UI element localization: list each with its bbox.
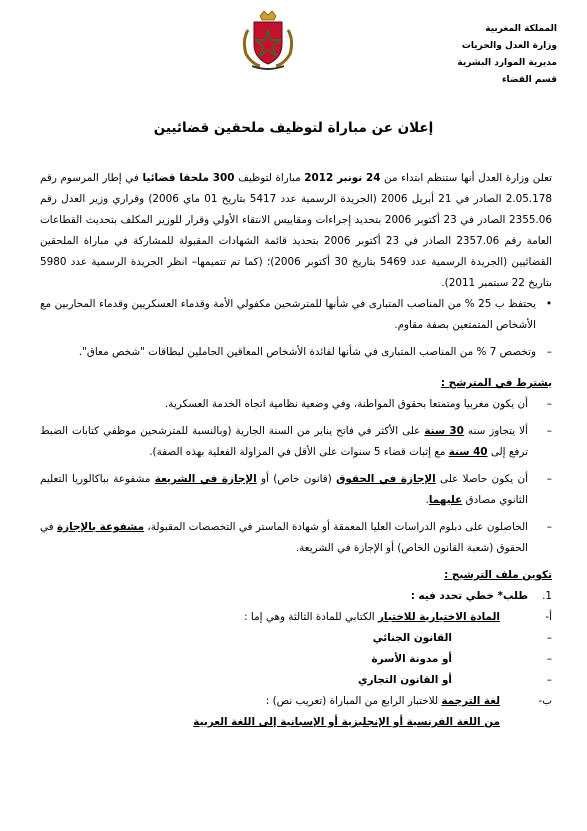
file-item-subject: أ- المادة الاختيارية للاختبار الكتابي للمادة الثالثة وهي إما : xyxy=(40,607,552,628)
file-heading: تكوين ملف الترشيح : xyxy=(444,569,552,581)
document-body xyxy=(40,168,552,733)
intro-count: 300 ملحقا قضائيا xyxy=(142,172,235,184)
quota-item: – وتخصص 7 % من المناصب المتبارى في شأنها لفائدة الأشخاص المعاقين الحاملين لبطاقات "شخص معاق". xyxy=(40,342,552,363)
subject-option: – أو مدونة الأسرة xyxy=(40,649,552,670)
header-line-ministry: وزارة العدل والحريات xyxy=(461,41,557,51)
dash-icon: – xyxy=(546,521,552,533)
royal-emblem-icon xyxy=(238,10,298,72)
letter-marker: أ- xyxy=(545,611,552,623)
dash-icon: – xyxy=(546,632,552,644)
dash-icon: – xyxy=(546,346,552,358)
conditions-heading: يشترط في المترشح : xyxy=(440,377,552,389)
header-line-division: قسم القضاء xyxy=(501,75,557,85)
file-item-request: 1. طلب* خطي تحدد فيه : xyxy=(40,586,552,607)
translation-languages: من اللغة الفرنسية أو الإنجليزية أو الإسبانية إلى اللغة العربية xyxy=(193,716,500,728)
file-item-translation: ب- لغة الترجمة للاختبار الرابع من المباراة (تعريب نص) : xyxy=(40,691,552,712)
bullet-icon: • xyxy=(545,298,552,310)
condition-item: – أن يكون حاصلا على الإجازة في الحقوق (قانون خاص) أو الإجازة في الشريعة مشفوعة بباكالوريا التعليم الثانوي مصادق عليهما. xyxy=(40,469,552,511)
header-line-kingdom: المملكة المغربية xyxy=(485,24,557,34)
condition-item: – الحاصلون على دبلوم الدراسات العليا المعمقة أو شهادة الماستر في التخصصات المقبولة، مشفوعة بالإجازة في الحقوق (شعبة القانون الخاص) أو الإجازة في الشريعة. xyxy=(40,517,552,559)
intro-paragraph: تعلن وزارة العدل أنها ستنظم ابتداء من 24 نونبر 2012 مباراة لتوظيف 300 ملحقا قضائيا في إطار المرسوم رقم 2.05.178 الصادر في 21 أبريل 2006 (الجريدة الرسمية عدد 5417 بتاريخ 01 ماي 2006) وقراري وزير العدل رقم 2355.06 الصادر في 23 أكتوبر 2006 بتحديد إجراءات ومقاييس الانتقاء الأولي وقرار للوزير المكلف بتحديث القطاعات العامة رقم 2357.06 الصادر في 23 أكتوبر 2006 بتحديد قائمة الشهادات المقبولة للمشاركة في مباراة الملحقين القضائيين (الجريدة الرسمية عدد 5469 بتاريخ 30 أكتوبر 2006)؛ (كما تم تتميمها– انظر الجريدة الرسمية عدد 5980 بتاريخ 22 سبتمبر 2011). xyxy=(40,172,553,289)
dash-icon: – xyxy=(546,398,552,410)
subject-option: – أو القانون التجاري xyxy=(40,670,552,691)
condition-item: – أن يكون مغربيا ومتمتعا بحقوق المواطنة، وفي وضعية نظامية اتجاه الخدمة العسكرية. xyxy=(40,394,552,415)
ministry-header xyxy=(397,22,557,90)
dash-icon: – xyxy=(546,653,552,665)
quota-item: • يحتفظ ب 25 % من المناصب المتبارى في شأنها للمترشحين مكفولي الأمة وقدماء العسكريين وقدماء المحاربين مع الأشخاص المتمتعين بصفة مقاوم. xyxy=(40,294,552,336)
dash-icon: – xyxy=(546,674,552,686)
number-marker: 1. xyxy=(542,590,552,602)
page-title: إعلان عن مباراة لتوظيف ملحقين قضائيين xyxy=(153,120,434,136)
header-line-directorate: مديرية الموارد البشرية xyxy=(457,58,557,68)
intro-date: 24 نونبر 2012 xyxy=(304,172,381,184)
dash-icon: – xyxy=(546,425,552,437)
subject-option: – القانون الجنائي xyxy=(40,628,552,649)
dash-icon: – xyxy=(546,473,552,485)
letter-marker: ب- xyxy=(538,695,552,707)
condition-item: – ألا يتجاوز سنه 30 سنة على الأكثر في فاتح يناير من السنة الجارية (وبالنسبة للمترشحين موظفي كتابات الضبط ترفع إلى 40 سنة مع إثبات قضاء 5 سنوات على الأقل في المزاولة الفعلية بهذه الصفة). xyxy=(40,421,552,463)
